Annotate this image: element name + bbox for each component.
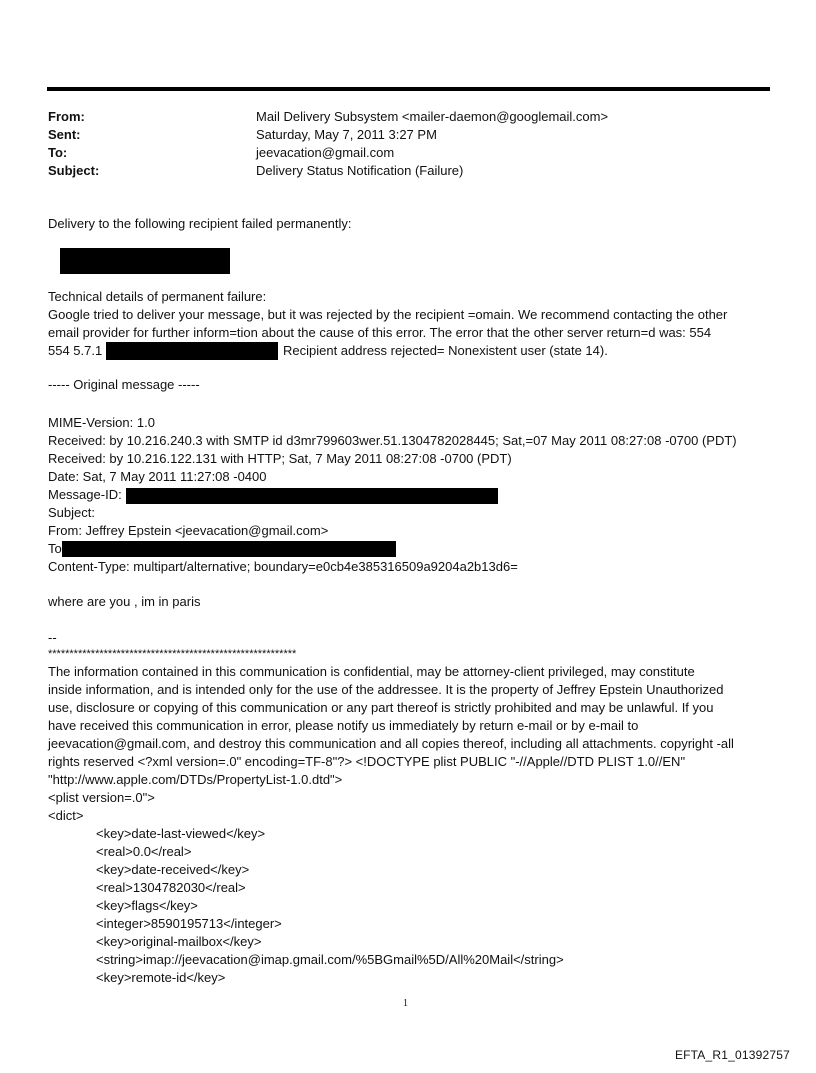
plist-line: <key>original-mailbox</key> [96, 934, 262, 949]
disclaimer-line: "http://www.apple.com/DTDs/PropertyList-1.0.dtd"> [48, 772, 343, 787]
redaction-recipient [60, 248, 230, 274]
signature-dash: -- [48, 630, 57, 645]
to-value: jeevacation@gmail.com [256, 145, 395, 160]
bates-number: EFTA_R1_01392757 [674, 1048, 790, 1062]
content-type-line: Content-Type: multipart/alternative; boundary=e0cb4e385316509a9204a2b13d6= [48, 559, 518, 574]
plist-line: <integer>8590195713</integer> [96, 916, 282, 931]
message-text: where are you , im in paris [48, 594, 201, 609]
disclaimer-line: inside information, and is intended only for the use of the addressee. It is the property of Jeffrey Epstein Unauthorized [48, 682, 724, 697]
received-1: Received: by 10.216.240.3 with SMTP id d3mr799603wer.51.1304782028445; Sat,=07 May 2011 08:27:08 -0700 (PDT) [48, 433, 737, 448]
original-message-separator: ----- Original message ----- [48, 377, 200, 392]
plist-line: <key>remote-id</key> [96, 970, 226, 985]
tech-line-2: email provider for further inform=tion about the cause of this error. The error that the other server return=d was: 554 [48, 325, 712, 340]
disclaimer-line: use, disclosure or copying of this communication or any part thereof is strictly prohibited and may be unlawful. If you [48, 700, 714, 715]
plist-line: <key>flags</key> [96, 898, 198, 913]
page-number: 1 [403, 998, 408, 1009]
disclaimer-line: have received this communication in error, please notify us immediately by return e-mail or by e-mail to [48, 718, 639, 733]
to-line: To [48, 541, 62, 556]
tech-title: Technical details of permanent failure: [48, 289, 267, 304]
plist-line: <real>1304782030</real> [96, 880, 246, 895]
date-line: Date: Sat, 7 May 2011 11:27:08 -0400 [48, 469, 267, 484]
plist-line: <key>date-last-viewed</key> [96, 826, 266, 841]
signature-stars: ********************************************************** [48, 648, 297, 660]
dict-open: <dict> [48, 808, 84, 823]
sent-value: Saturday, May 7, 2011 3:27 PM [256, 127, 437, 142]
from-label: From: [48, 109, 85, 124]
disclaimer-line: jeevacation@gmail.com, and destroy this communication and all copies thereof, including all attachments. copyright -all [48, 736, 734, 751]
intro-text: Delivery to the following recipient failed permanently: [48, 216, 352, 231]
disclaimer-line: The information contained in this communication is confidential, may be attorney-client privileged, may constitute [48, 664, 695, 679]
received-2: Received: by 10.216.122.131 with HTTP; Sat, 7 May 2011 08:27:08 -0700 (PDT) [48, 451, 512, 466]
tech-line-3a: 554 5.7.1 [48, 343, 103, 358]
redaction-message-id [126, 488, 498, 504]
from-value: Mail Delivery Subsystem <mailer-daemon@googlemail.com> [256, 109, 609, 124]
tech-line-3b: Recipient address rejected= Nonexistent user (state 14). [283, 343, 608, 358]
message-id-label: Message-ID: [48, 487, 122, 502]
header-rule [47, 87, 770, 91]
to-label: To: [48, 145, 68, 160]
tech-line-1: Google tried to deliver your message, but it was rejected by the recipient =omain. We recommend contacting the other [48, 307, 728, 322]
plist-line: <real>0.0</real> [96, 844, 192, 859]
mime-version: MIME-Version: 1.0 [48, 415, 155, 430]
subject-label: Subject: [48, 163, 100, 178]
subject-value: Delivery Status Notification (Failure) [256, 163, 464, 178]
plist-open: <plist version=.0"> [48, 790, 155, 805]
plist-line: <string>imap://jeevacation@imap.gmail.com/%5BGmail%5D/All%20Mail</string> [96, 952, 564, 967]
from-line: From: Jeffrey Epstein <jeevacation@gmail.com> [48, 523, 329, 538]
subject-line: Subject: [48, 505, 95, 520]
sent-label: Sent: [48, 127, 81, 142]
redaction-address [106, 342, 278, 360]
disclaimer-line: rights reserved <?xml version=.0" encoding=TF-8"?> <!DOCTYPE plist PUBLIC "-//Apple//DTD PLIST 1.0//EN" [48, 754, 686, 769]
redaction-to [62, 541, 396, 557]
plist-line: <key>date-received</key> [96, 862, 250, 877]
